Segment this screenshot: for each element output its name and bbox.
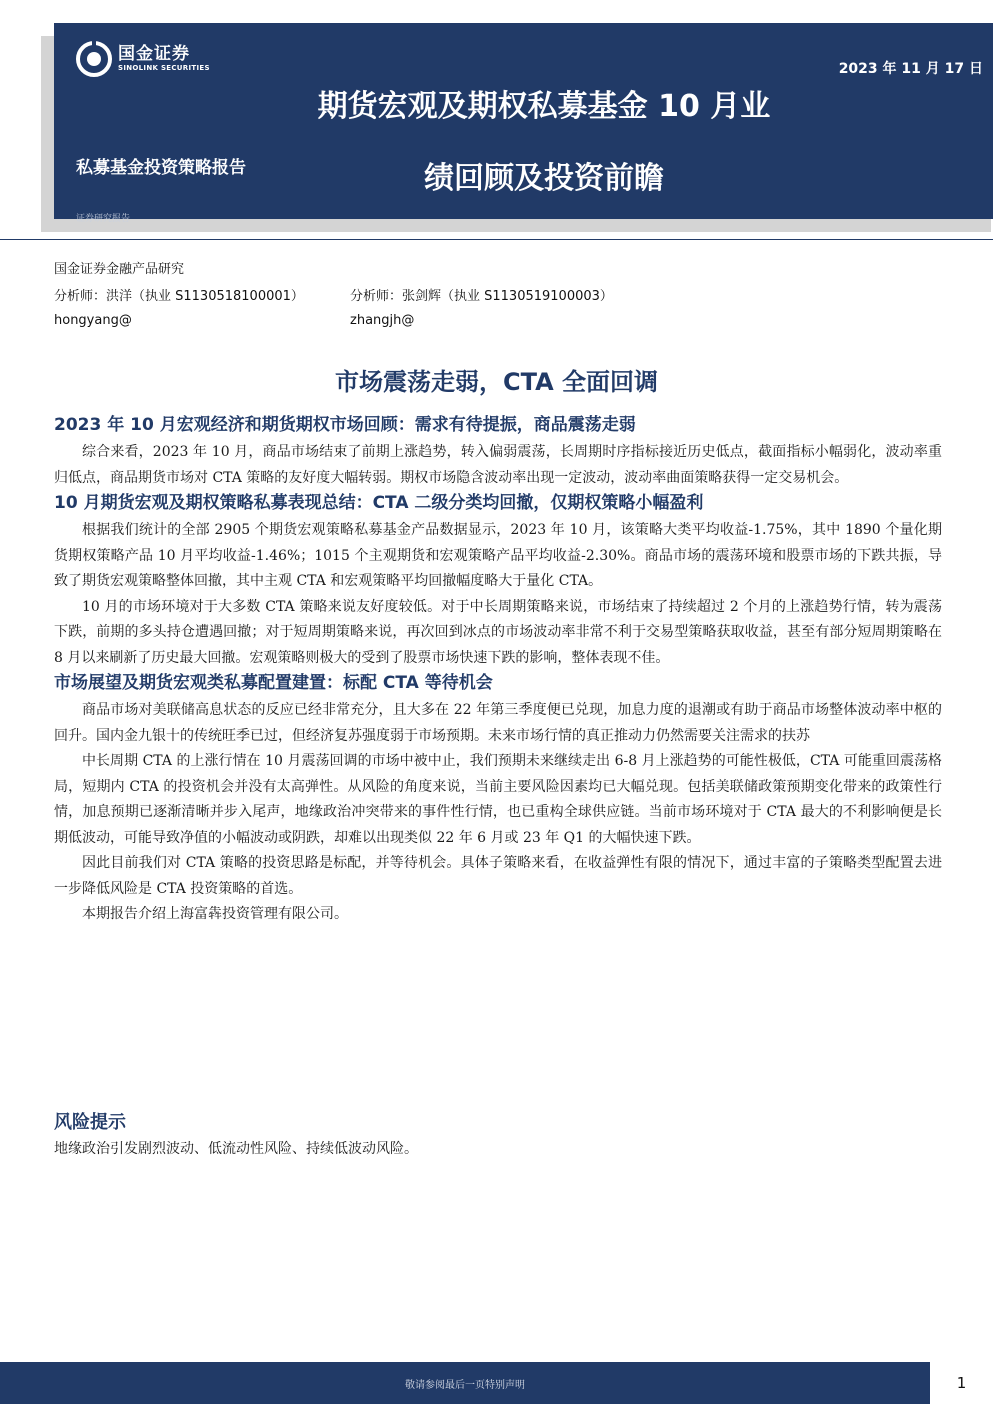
- header-divider: [0, 239, 993, 240]
- report-title: [254, 71, 834, 215]
- company-logo: [76, 41, 210, 77]
- main-heading: 市场震荡走弱，CTA 全面回调: [334, 368, 659, 396]
- footer-bar: [0, 1362, 930, 1404]
- paragraph: 本期报告介绍上海富犇投资管理有限公司。: [82, 906, 348, 922]
- risk-title: 风险提示: [54, 1112, 126, 1133]
- risk-text: 地缘政治引发剧烈波动、低流动性风险、持续低波动风险。: [54, 1141, 418, 1157]
- page-number: 1: [956, 1374, 967, 1392]
- report-title-line1: 期货宏观及期权私募基金 10 月业: [317, 89, 771, 124]
- logo-text-cn: 国金证券: [118, 44, 190, 64]
- research-org: 国金证券金融产品研究: [54, 262, 185, 277]
- analyst-1: 分析师：洪洋（执业 S1130518100001）: [54, 289, 304, 304]
- footer-disclaimer: 敬请参阅最后一页特别声明: [405, 1379, 525, 1391]
- paragraph: 根据我们统计的全部 2905 个期货宏观策略私募基金产品数据显示，2023 年 10 月，该策略大类平均收益-1.75%，其中 1890 个量化期货期权策略产品 10 月平均收益-1.46%；1015 个主观期货和宏观策略产品平均收益-2.30%。商品市场的震荡环境和股票市场的下跌共振，导致了期货宏观策略整体回撤，其中主观 CTA 和宏观策略平均回撤幅度略大于量化 CTA。: [54, 522, 942, 589]
- analyst-2-email: zhangjh@: [350, 313, 415, 328]
- section-title: 市场展望及期货宏观类私募配置建置：标配 CTA 等待机会: [54, 673, 493, 693]
- report-title-line2: 绩回顾及投资前瞻: [424, 161, 664, 196]
- section-macro-review: [54, 413, 942, 491]
- paragraph: 综合来看，2023 年 10 月，商品市场结束了前期上涨趋势，转入偏弱震荡，长周期时序指标接近历史低点，截面指标小幅弱化，波动率重归低点，商品期货市场对 CTA 策略的友好度大幅转弱。期权市场隐含波动率出现一定波动，波动率曲面策略获得一定交易机会。: [54, 444, 942, 486]
- header-banner: [54, 23, 993, 224]
- logo-text-en: SINOLINK SECURITIES: [118, 64, 210, 72]
- paragraph: 10 月的市场环境对于大多数 CTA 策略来说友好度较低。对于中长周期策略来说，市场结束了持续超过 2 个月的上涨趋势行情，转为震荡下跌，前期的多头持仓遭遇回撤；对于短周期策略来说，再次回到冰点的市场波动率非常不利于交易型策略获取收益，甚至有部分短周期策略在 8 月以来刷新了历史最大回撤。宏观策略则极大的受到了股票市场快速下跌的影响，整体表现不佳。: [54, 598, 942, 666]
- report-type: 私募基金投资策略报告: [76, 158, 246, 178]
- paragraph: 中长周期 CTA 的上涨行情在 10 月震荡回调的市场中被中止，我们预期未来继续走出 6-8 月上涨趋势的可能性极低，CTA 可能重回震荡格局，短期内 CTA 的投资机会并没有太高弹性。从风险的角度来说，当前主要风险因素均已大幅兑现。包括美联储政策预期变化带来的政策性行情，加息预期已逐渐清晰并步入尾声，地缘政治冲突带来的事件性行情，也已重构全球供应链。当前市场环境对于 CTA 最大的不利影响便是长期低波动，可能导致净值的小幅波动或阴跌，却难以出现类似 22 年 6 月或 23 年 Q1 的大幅快速下跌。: [54, 753, 942, 846]
- section-outlook: [54, 671, 942, 928]
- report-subtype: 证券研究报告: [76, 214, 131, 224]
- section-performance-summary: [54, 491, 942, 671]
- analyst-2: 分析师：张剑辉（执业 S1130519100003）: [350, 289, 613, 304]
- paragraph: 因此目前我们对 CTA 策略的投资思路是标配，并等待机会。具体子策略来看，在收益弹性有限的情况下，通过丰富的子策略类型配置去进一步降低风险是 CTA 投资策略的首选。: [54, 855, 942, 897]
- report-date: 2023 年 11 月 17 日: [838, 61, 983, 77]
- section-title: 10 月期货宏观及期权策略私募表现总结：CTA 二级分类均回撤，仅期权策略小幅盈利: [54, 493, 704, 513]
- analyst-1-email: hongyang@: [54, 313, 132, 328]
- section-title: 2023 年 10 月宏观经济和期货期权市场回顾：需求有待提振，商品震荡走弱: [54, 415, 636, 435]
- report-body: [54, 413, 942, 928]
- paragraph: 商品市场对美联储高息状态的反应已经非常充分，且大多在 22 年第三季度便已兑现，加息力度的退潮或有助于商品市场整体波动率中枢的回升。国内金九银十的传统旺季已过，但经济复苏强度弱于市场预期。未来市场行情的真正推动力仍然需要关注需求的扶苏: [54, 702, 942, 744]
- sinolink-logo-icon: [76, 41, 112, 77]
